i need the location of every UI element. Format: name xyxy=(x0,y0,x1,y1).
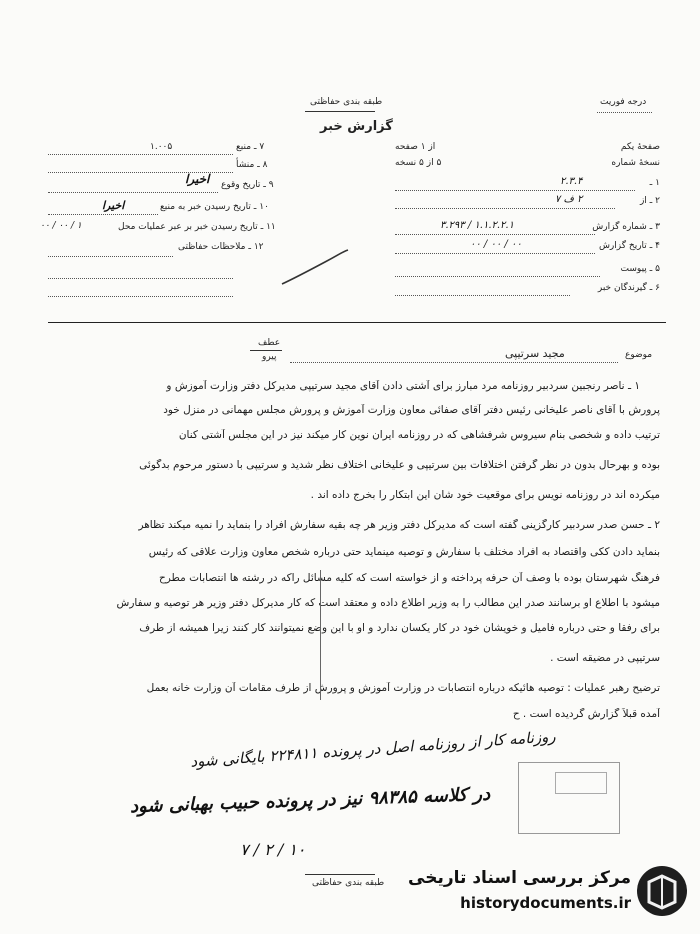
field-label: ۷ ـ منبع xyxy=(236,142,265,152)
degree-label: درجه فوریت xyxy=(600,97,647,107)
field-label: نسخهٔ شماره xyxy=(611,158,660,168)
side-note-1: عطف xyxy=(258,338,281,348)
field-line xyxy=(395,253,595,254)
field-line xyxy=(395,276,600,277)
footer-rule xyxy=(305,874,375,875)
field-label: ۸ ـ منشأ xyxy=(236,160,268,170)
body-line: سرتیپی در مضیقه است . xyxy=(550,652,660,664)
body-line: پرورش با آقای ناصر علیخانی رئیس دفتر آقای صفائی معاون وزارت آموزش و پرورش مجلس مهمانی در منزل خود xyxy=(163,404,660,416)
body-line: میشود با اطلاع او برسانند صدر این مطالب را به وزیر اطلاع داده و معتقد است که کار مدیرکل دفتر وزیر هر توصیه و سفارش xyxy=(116,597,660,609)
field-line xyxy=(48,256,173,257)
body-line: ۲ ـ حسن صدر سردبیر کارگزینی گفته است که مدیرکل دفتر وزیر هر چه بقیه سفارش افراد را بنماید را نمیه میکند تظاهر xyxy=(138,519,660,531)
field-line xyxy=(48,278,233,279)
field-value: ۱.۱.۲.۲.۱ / ۳.۲۹۳ xyxy=(440,220,514,231)
body-line: ترضیح رهبر عملیات : توصیه هائیکه درباره انتصابات در وزارت آموزش و پرورش از طرف مقامات آن وزارت خانه بعمل xyxy=(146,682,660,694)
section-divider xyxy=(48,322,666,323)
field-value: اخیرا xyxy=(185,172,210,186)
side-note-2: پیرو xyxy=(262,352,277,362)
field-label: ۱۲ ـ ملاحظات حفاظتی xyxy=(178,242,264,252)
field-value: ۱.۰۰۵ xyxy=(150,142,173,152)
body-line: برای رفقا و حتی درباره فامیل و خویشان خود در کار یکسان ندارد و او با این وضع نمیتوانند کار کنند زیرا همیشه از طرف xyxy=(139,622,660,634)
handwritten-note-2: در کلاسه ۹۸۳۸۵ نیز در پرونده حبیب بهبانی شود xyxy=(129,783,491,818)
subject-label: موضوع xyxy=(625,350,653,360)
classification-top: طبقه بندی حفاظتی xyxy=(310,97,383,107)
stamp-box-inner xyxy=(555,772,607,794)
field-value: ۰۰ / ۰۰ / ۰۰ xyxy=(470,239,522,250)
body-line: میکرده اند در روزنامه نویس برای موقعیت خود شان این ابتکار را بخرج داده اند . xyxy=(310,489,660,501)
logo-title: مرکز بررسی اسناد تاریخی xyxy=(408,868,631,888)
field-value: ۲ ف ۷ xyxy=(555,194,583,205)
field-line xyxy=(395,234,595,235)
field-label: ۹ ـ تاریخ وقوع xyxy=(221,180,274,190)
field-label: صفحهٔ یکم xyxy=(620,142,660,152)
field-line xyxy=(48,154,233,155)
logo-emblem-icon xyxy=(635,864,689,918)
field-label: ۲ ـ از xyxy=(639,196,660,206)
margin-line xyxy=(320,570,321,700)
body-line: ۱ ـ ناصر رنجبین سردبیر روزنامه مرد مبارز برای آشتی دادن آقای مجید سرتیپی مدیرکل دفتر وزارت آموزش و xyxy=(166,380,640,392)
watermark-logo xyxy=(408,862,691,922)
field-value: از ۱ صفحه xyxy=(395,142,436,152)
logo-url: historydocuments.ir xyxy=(460,894,631,912)
side-note-rule xyxy=(250,350,282,351)
body-line: بوده و بهرحال بدون در نظر گرفتن اختلافات بین سرتیپی و علیخانی اختلاف نظر شدید و سرتیپی با دستور مرحوم بدگوئی xyxy=(139,459,660,471)
field-value: ۱ / ۰۰ / ۰۰ xyxy=(40,221,82,231)
body-line: ترتیب داده و شخصی بنام سیروس شرفشاهی که در روزنامه ایران نوین کار میکند نیز در این مجلس آشتی کنان xyxy=(178,429,660,441)
body-line: آمده قبلاً گزارش گردیده است . ح xyxy=(512,708,660,720)
field-line xyxy=(48,214,158,215)
field-label: ۶ ـ گیرندگان خبر xyxy=(597,283,660,293)
field-line xyxy=(395,295,570,296)
handwritten-note-1: روزنامه کار از روزنامه اصل در پرونده ۲۲۴۸۱۱ بایگانی شود xyxy=(189,727,557,771)
header-rule xyxy=(305,111,375,112)
field-line xyxy=(395,208,615,209)
field-value: اخیرا xyxy=(102,199,125,212)
field-label: ۵ ـ پیوست xyxy=(620,264,660,274)
field-line xyxy=(395,190,635,191)
field-label: ۱ ـ xyxy=(649,178,660,188)
field-line xyxy=(48,192,218,193)
field-value: ۲.۳.۴ xyxy=(560,176,583,187)
field-label: ۴ ـ تاریخ گزارش xyxy=(598,241,660,251)
handwritten-note-3: ۱۰ / ۲ / ۷ xyxy=(240,840,306,859)
subject-line xyxy=(290,362,618,363)
subject-value: مجید سرتیپی xyxy=(505,347,565,360)
body-line: فرهنگ شهرستان بوده با وصف آن حرفه پرداخته و از خواسته است که کلیه مسائل راکه در رشته ها انتصابات مطرح xyxy=(158,572,660,584)
field-label: ۳ ـ شماره گزارش xyxy=(592,222,660,232)
field-label: ۱۱ ـ تاریخ رسیدن خبر بر عبر عملیات محل xyxy=(118,222,276,232)
field-line xyxy=(48,296,233,297)
scribble-mark xyxy=(280,248,350,288)
doc-type-title: گزارش خبر xyxy=(320,119,393,134)
classification-bottom: طبقه بندی حفاظتی xyxy=(312,878,385,888)
field-value: ۵ از ۵ نسخه xyxy=(395,158,442,168)
field-label: ۱۰ ـ تاریخ رسیدن خبر به منبع xyxy=(160,202,269,212)
body-line: بنماید دادن ککی واقتصاد به افراد مختلف با سفارش و توصیه مینماید حتی درباره شخص معاون وزارت علاقی که رئیس xyxy=(148,546,660,558)
degree-line xyxy=(597,112,652,113)
